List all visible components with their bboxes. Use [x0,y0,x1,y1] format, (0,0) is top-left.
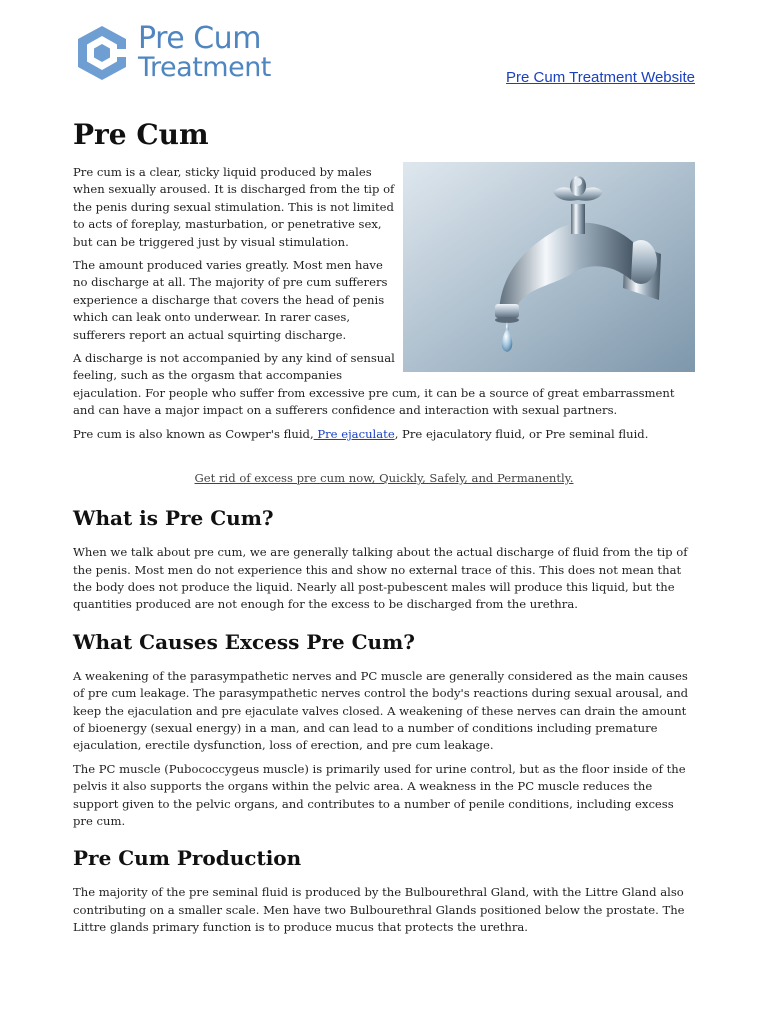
logo-wordmark [138,21,271,83]
section-title-production: Pre Cum Production [73,846,302,871]
intro-paragraph-3: A discharge is not accompanied by any kind of sensual feeling, such as the orgasm that accompanies ejaculation. For people who suffer from excessive pre cum, it can be a source of great embarrassment and can have a major impact on a sufferers confidence and interaction with sexual partners. [73,351,675,418]
intro-paragraph-2: The amount produced varies greatly. Most men have no discharge at all. The majority of pre cum sufferers experience a discharge that covers the head of penis which can leak onto underwear. In rarer cases, sufferers report an actual squirting discharge. [73,258,388,342]
cta-link[interactable]: Get rid of excess pre cum now, Quickly, Safely, and Permanently. [194,471,574,486]
logo-line-1: Pre Cum [138,21,261,56]
hexagon-logo-icon [74,24,130,82]
intro-paragraph-1: Pre cum is a clear, sticky liquid produced by males when sexually aroused. It is discharged from the tip of the penis during sexual stimulation. This is not limited to acts of foreplay, masturbation, or penetrative sex, but can be triggered just by visual stimulation. [73,165,395,249]
intro-paragraph-4 [73,426,695,443]
aka-text-end: , Pre ejaculatory fluid, or Pre seminal fluid. [394,426,649,441]
page-header [0,0,768,100]
aka-text: Pre cum is also known as Cowper's fluid, [73,426,314,441]
causes-paragraph-2: The PC muscle (Pubococcygeus muscle) is primarily used for urine control, but as the floor inside of the pelvis it also supports the organs within the pelvic area. A weakness in the PC muscle reduces the support given to the pelvic organs, and contributes to a number of penile conditions, including excess pre cum. [73,761,686,828]
article-body [73,116,695,943]
page-title: Pre Cum [73,118,209,151]
website-link[interactable]: Pre Cum Treatment Website [506,69,695,86]
section-title-what-is: What is Pre Cum? [73,506,274,531]
logo-line-2: Treatment [138,52,271,83]
pre-ejaculate-link[interactable]: Pre ejaculate [313,426,395,441]
call-to-action [73,467,695,486]
faucet-image [403,162,695,372]
what-is-paragraph: When we talk about pre cum, we are generally talking about the actual discharge of fluid from the tip of the penis. Most men do not experience this and show no external trace of this. This does not mean that the body does not produce the liquid. Nearly all post-pubescent males will produce this liquid, but the quantities produced are not enough for the excess to be discharged from the urethra. [73,545,688,612]
section-title-causes: What Causes Excess Pre Cum? [73,629,415,654]
causes-paragraph-1: A weakening of the parasympathetic nerves and PC muscle are generally considered as the main causes of pre cum leakage. The parasympathetic nerves control the body's reactions during sexual arousal, and keep the ejaculation and pre ejaculate valves closed. A weakening of these nerves can drain the amount of bioenergy (sexual energy) in a man, and can lead to a number of conditions including premature ejaculation, erectile dysfunction, loss of erection, and pre cum leakage. [73,668,689,753]
production-paragraph: The majority of the pre seminal fluid is produced by the Bulbourethral Gland, with the Littre Gland also contributing on a smaller scale. Men have two Bulbourethral Glands positioned below the prostate. The Littre glands primary function is to produce mucus that protects the urethra. [73,885,685,935]
